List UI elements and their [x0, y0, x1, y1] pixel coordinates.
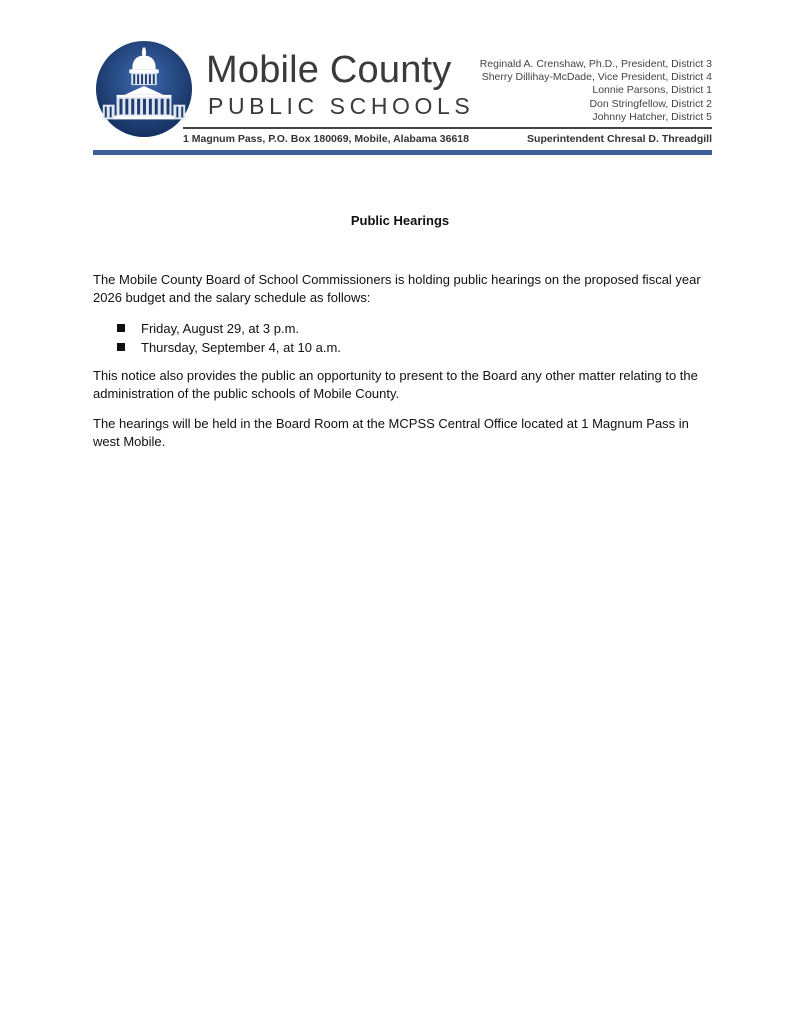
- square-bullet-icon: [117, 343, 125, 351]
- list-item: [117, 319, 341, 338]
- board-member-list: [480, 58, 712, 124]
- board-member: Sherry Dillihay-McDade, Vice President, District 4: [481, 71, 712, 84]
- superintendent-name: Superintendent Chresal D. Threadgill: [527, 133, 712, 145]
- list-item: [117, 338, 341, 357]
- capitol-dome-logo: [95, 40, 193, 138]
- notice-intro: The Mobile County Board of School Commissioners is holding public hearings on the proposed fiscal year 2026 budget and the salary schedule as follows:: [93, 272, 701, 305]
- notice-paragraph-3: The hearings will be held in the Board Room at the MCPSS Central Office located at 1 Magnum Pass in west Mobile.: [93, 416, 689, 449]
- hearing-dates-list: [117, 319, 341, 357]
- board-member: Johnny Hatcher, District 5: [592, 110, 712, 123]
- board-member: Lonnie Parsons, District 1: [592, 84, 712, 97]
- hearing-date: Friday, August 29, at 3 p.m.: [141, 321, 300, 336]
- notice-title: Public Hearings: [350, 213, 450, 228]
- board-member: Reginald A. Crenshaw, Ph.D., President, District 3: [479, 58, 712, 70]
- header-blue-rule: [93, 150, 712, 155]
- office-address: 1 Magnum Pass, P.O. Box 180069, Mobile, Alabama 36618: [183, 133, 469, 145]
- header-divider: [183, 127, 712, 129]
- square-bullet-icon: [117, 324, 125, 332]
- notice-paragraph-2: This notice also provides the public an opportunity to present to the Board any other matter relating to the administration of the public schools of Mobile County.: [93, 368, 698, 401]
- org-name: Mobile County: [206, 49, 452, 91]
- board-member: Don Stringfellow, District 2: [589, 97, 712, 110]
- hearing-date: Thursday, September 4, at 10 a.m.: [141, 340, 341, 355]
- org-subtitle: PUBLIC SCHOOLS: [208, 93, 475, 119]
